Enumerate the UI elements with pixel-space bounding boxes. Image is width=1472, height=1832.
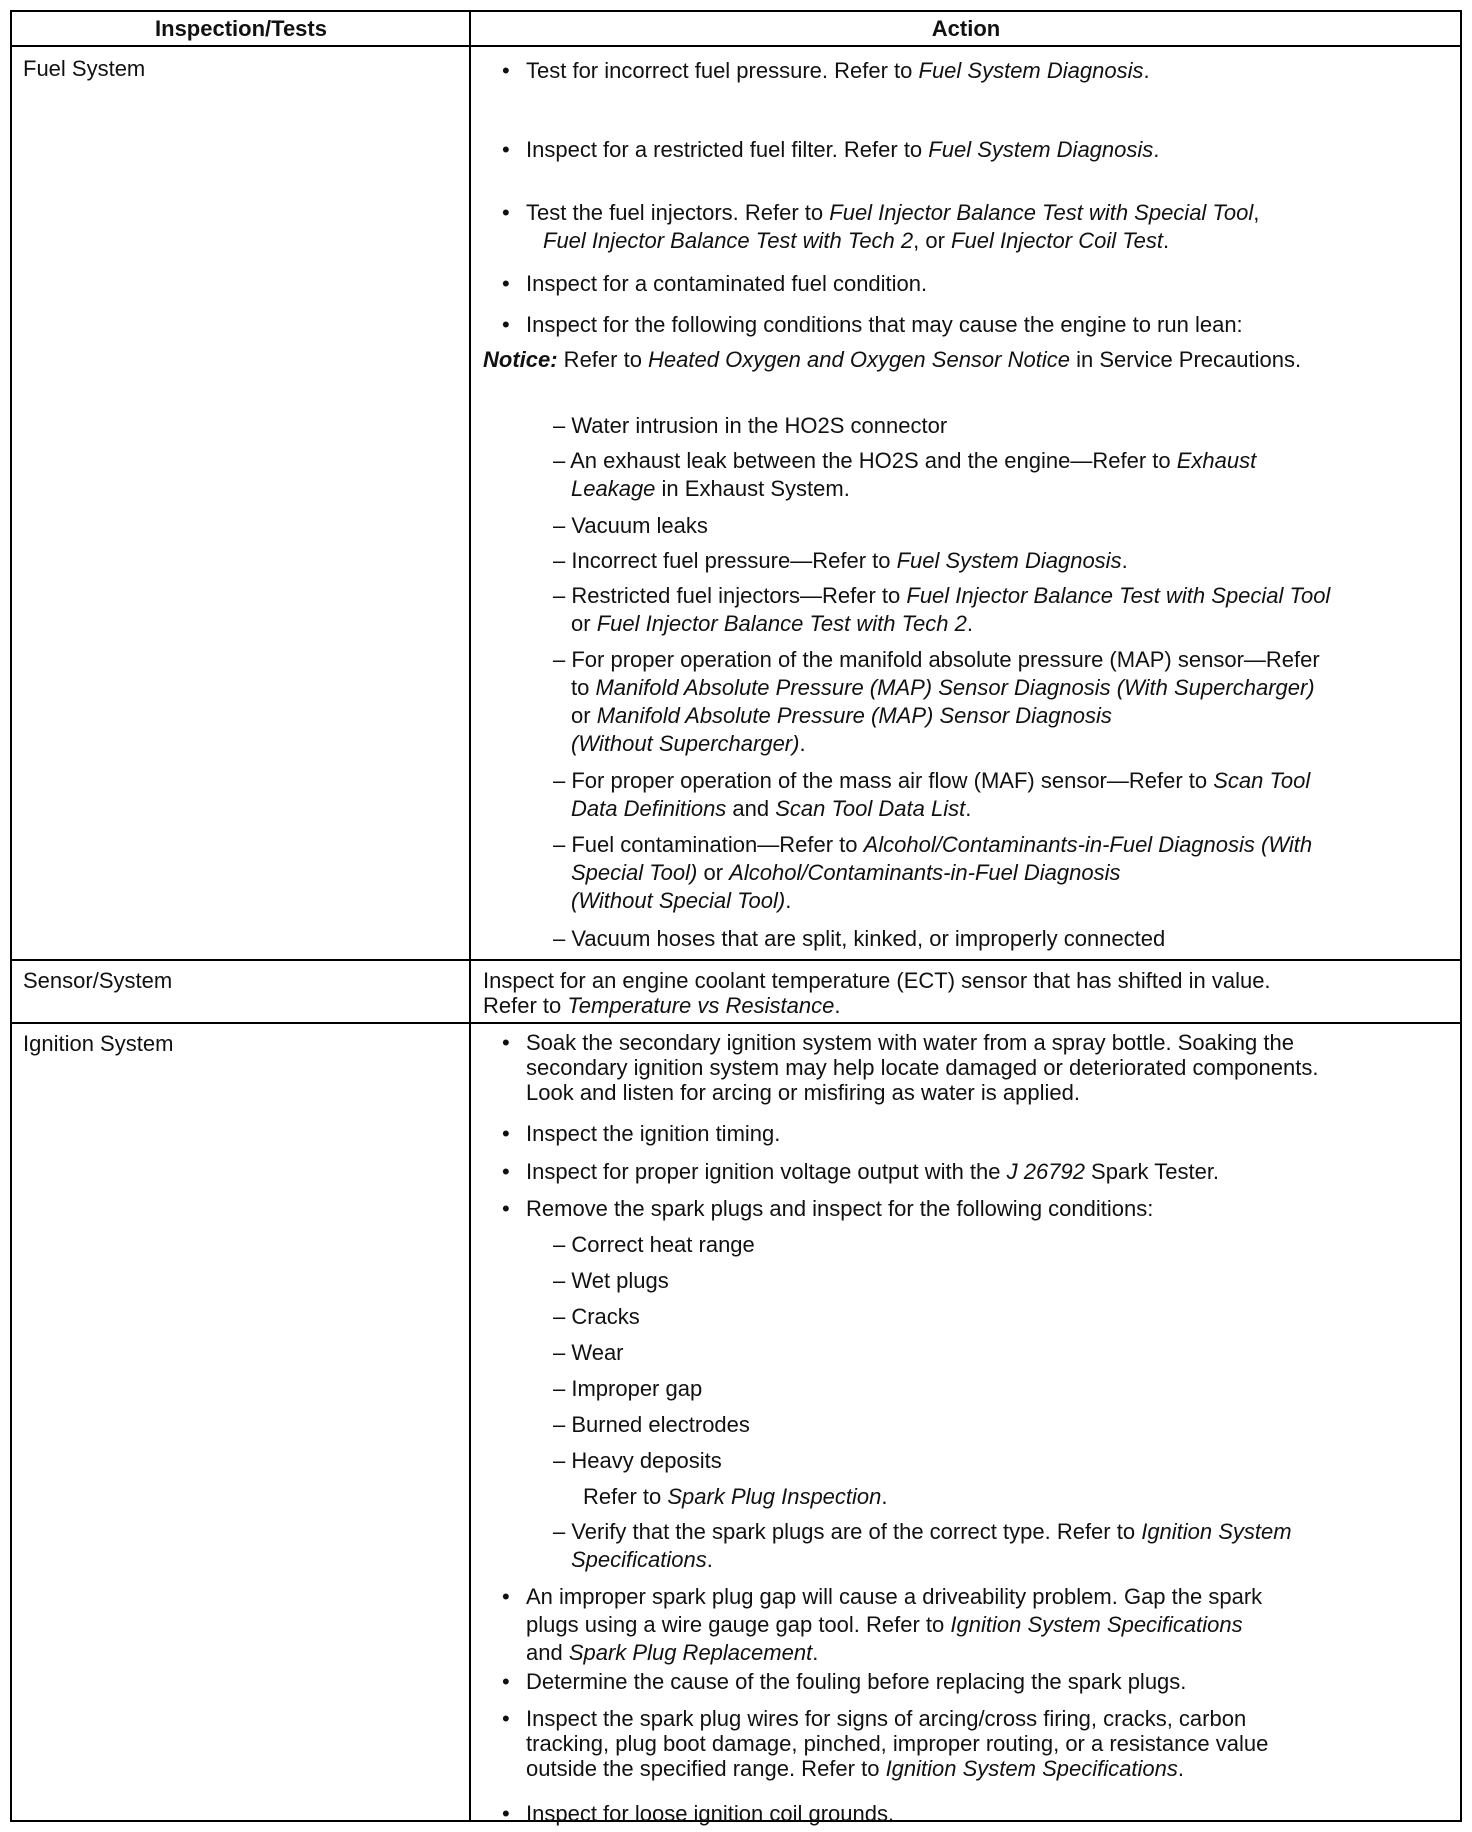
- list-item: Soak the secondary ignition system with water from a spray bottle. Soaking the: [526, 1030, 1294, 1055]
- bullet: •: [502, 200, 510, 225]
- reference-link: Fuel Injector Balance Test with Tech 2: [543, 228, 914, 253]
- list-item: Determine the cause of the fouling before replacing the spark plugs.: [526, 1669, 1187, 1694]
- bullet: •: [502, 58, 510, 83]
- list-item-continuation: and Spark Plug Replacement.: [526, 1640, 819, 1665]
- row-label-fuel-system: Fuel System: [23, 56, 146, 81]
- list-item-continuation: secondary ignition system may help locate damaged or deteriorated components.: [526, 1055, 1319, 1080]
- sensor-text: Inspect for an engine coolant temperature (ECT) sensor that has shifted in value.: [483, 968, 1271, 993]
- sub-item-continuation: to Manifold Absolute Pressure (MAP) Sensor Diagnosis (With Supercharger): [571, 675, 1315, 700]
- reference-link: Fuel System Diagnosis: [928, 137, 1154, 162]
- row-divider: [12, 959, 1460, 961]
- reference-link: Temperature vs Resistance: [567, 993, 835, 1018]
- list-item: Inspect for loose ignition coil grounds.: [526, 1801, 895, 1826]
- list-item-continuation: outside the specified range. Refer to Ignition System Specifications.: [526, 1756, 1184, 1781]
- reference-link: Fuel Injector Balance Test with Special Tool: [906, 583, 1331, 608]
- list-item-continuation: tracking, plug boot damage, pinched, improper routing, or a resistance value: [526, 1731, 1269, 1756]
- sub-item-continuation: (Without Supercharger).: [571, 731, 806, 756]
- sub-item: – Restricted fuel injectors—Refer to Fuel Injector Balance Test with Special Tool: [553, 583, 1331, 608]
- reference-link: Special Tool): [571, 860, 698, 885]
- bullet: •: [502, 1669, 510, 1694]
- list-item-continuation: Look and listen for arcing or misfiring as water is applied.: [526, 1080, 1080, 1105]
- sub-item: – Fuel contamination—Refer to Alcohol/Contaminants-in-Fuel Diagnosis (With: [553, 832, 1313, 857]
- sub-item: – For proper operation of the mass air flow (MAF) sensor—Refer to Scan Tool: [553, 768, 1311, 793]
- sub-item: – Wear: [553, 1340, 624, 1365]
- bullet: •: [502, 137, 510, 162]
- list-item-continuation: plugs using a wire gauge gap tool. Refer to Ignition System Specifications: [526, 1612, 1243, 1637]
- notice-label: Notice:: [483, 347, 558, 372]
- sub-item-continuation: or Fuel Injector Balance Test with Tech 2.: [571, 611, 973, 636]
- reference-link: Exhaust: [1176, 448, 1257, 473]
- list-item-continuation: Fuel Injector Balance Test with Tech 2, or Fuel Injector Coil Test.: [543, 228, 1170, 253]
- column-divider: [469, 12, 471, 1820]
- list-item: Inspect the ignition timing.: [526, 1121, 781, 1146]
- reference-link: Fuel System Diagnosis: [918, 58, 1144, 83]
- list-item: Test for incorrect fuel pressure. Refer to Fuel System Diagnosis.: [526, 58, 1150, 83]
- list-item: Inspect the spark plug wires for signs of arcing/cross firing, cracks, carbon: [526, 1706, 1247, 1731]
- reference-link: Fuel Injector Coil Test: [951, 228, 1163, 253]
- bullet: •: [502, 1706, 510, 1731]
- sub-item: – Vacuum hoses that are split, kinked, or improperly connected: [553, 926, 1166, 951]
- list-item: Test the fuel injectors. Refer to Fuel Injector Balance Test with Special Tool,: [526, 200, 1260, 225]
- sub-item: – Water intrusion in the HO2S connector: [553, 413, 948, 438]
- reference-link: Fuel Injector Balance Test with Tech 2: [596, 611, 967, 636]
- reference-link: J 26792: [1006, 1159, 1085, 1184]
- bullet: •: [502, 1196, 510, 1221]
- sub-item: – Wet plugs: [553, 1268, 669, 1293]
- bullet: •: [502, 1584, 510, 1609]
- reference-link: (Without Special Tool): [571, 888, 786, 913]
- sub-item-continuation: Data Definitions and Scan Tool Data List.: [571, 796, 972, 821]
- sub-item: – Improper gap: [553, 1376, 703, 1401]
- reference-link: Ignition System Specifications: [950, 1612, 1243, 1637]
- row-label-sensor-system: Sensor/System: [23, 968, 173, 993]
- bullet: •: [502, 312, 510, 337]
- reference-link: Scan Tool: [1213, 768, 1311, 793]
- bullet: •: [502, 1801, 510, 1826]
- sub-item: – Incorrect fuel pressure—Refer to Fuel System Diagnosis.: [553, 548, 1128, 573]
- sub-item: – Correct heat range: [553, 1232, 755, 1257]
- sub-item: – For proper operation of the manifold absolute pressure (MAP) sensor—Refer: [553, 647, 1320, 672]
- list-item: Inspect for proper ignition voltage output with the J 26792 Spark Tester.: [526, 1159, 1220, 1184]
- sub-item: – Cracks: [553, 1304, 640, 1329]
- reference-link: Ignition System Specifications: [885, 1756, 1178, 1781]
- reference-link: Alcohol/Contaminants-in-Fuel Diagnosis: [729, 860, 1121, 885]
- sub-item: – Vacuum leaks: [553, 513, 708, 538]
- sub-item: – An exhaust leak between the HO2S and the engine—Refer to Exhaust: [553, 448, 1257, 473]
- reference-link: Manifold Absolute Pressure (MAP) Sensor Diagnosis (With Supercharger): [595, 675, 1315, 700]
- sub-item-continuation: Special Tool) or Alcohol/Contaminants-in-Fuel Diagnosis: [571, 860, 1121, 885]
- reference-link: Fuel System Diagnosis: [896, 548, 1122, 573]
- bullet: •: [502, 1159, 510, 1184]
- header-inspection-tests: Inspection/Tests: [155, 16, 327, 41]
- table-header: [12, 12, 1460, 47]
- sub-item-reference: Refer to Spark Plug Inspection.: [583, 1484, 888, 1509]
- sub-item-continuation: or Manifold Absolute Pressure (MAP) Sensor Diagnosis: [571, 703, 1112, 728]
- reference-link: Ignition System: [1141, 1519, 1292, 1544]
- inspection-table: [10, 10, 1462, 1826]
- sub-item-continuation: Leakage in Exhaust System.: [571, 476, 850, 501]
- reference-link: Alcohol/Contaminants-in-Fuel Diagnosis (With: [863, 832, 1313, 857]
- sub-item-continuation: Specifications.: [571, 1547, 713, 1572]
- bullet: •: [502, 271, 510, 296]
- sub-item: – Burned electrodes: [553, 1412, 750, 1437]
- reference-link: (Without Supercharger): [571, 731, 800, 756]
- row-label-ignition-system: Ignition System: [23, 1031, 174, 1056]
- header-action: Action: [931, 16, 1001, 41]
- notice-line: Notice: Refer to Heated Oxygen and Oxygen Sensor Notice in Service Precautions.: [483, 347, 1302, 372]
- reference-link: Spark Plug Inspection: [667, 1484, 882, 1509]
- reference-link: Scan Tool Data List: [775, 796, 966, 821]
- sub-item: – Verify that the spark plugs are of the correct type. Refer to Ignition System: [553, 1519, 1292, 1544]
- reference-link: Fuel Injector Balance Test with Special Tool: [829, 200, 1254, 225]
- list-item: An improper spark plug gap will cause a driveability problem. Gap the spark: [526, 1584, 1263, 1609]
- bullet: •: [502, 1030, 510, 1055]
- reference-link: Data Definitions: [571, 796, 727, 821]
- sub-item-continuation: (Without Special Tool).: [571, 888, 792, 913]
- list-item: Inspect for a restricted fuel filter. Refer to Fuel System Diagnosis.: [526, 137, 1160, 162]
- reference-link: Leakage: [571, 476, 656, 501]
- list-item: Inspect for the following conditions that may cause the engine to run lean:: [526, 312, 1243, 337]
- reference-link: Heated Oxygen and Oxygen Sensor Notice: [648, 347, 1070, 372]
- reference-link: Spark Plug Replacement: [568, 1640, 813, 1665]
- list-item: Inspect for a contaminated fuel condition.: [526, 271, 928, 296]
- list-item: Remove the spark plugs and inspect for the following conditions:: [526, 1196, 1154, 1221]
- sub-item: – Heavy deposits: [553, 1448, 722, 1473]
- reference-link: Specifications: [571, 1547, 707, 1572]
- row-divider: [12, 1022, 1460, 1024]
- bullet: •: [502, 1121, 510, 1146]
- sensor-text: Refer to Temperature vs Resistance.: [483, 993, 841, 1018]
- reference-link: Manifold Absolute Pressure (MAP) Sensor Diagnosis: [596, 703, 1112, 728]
